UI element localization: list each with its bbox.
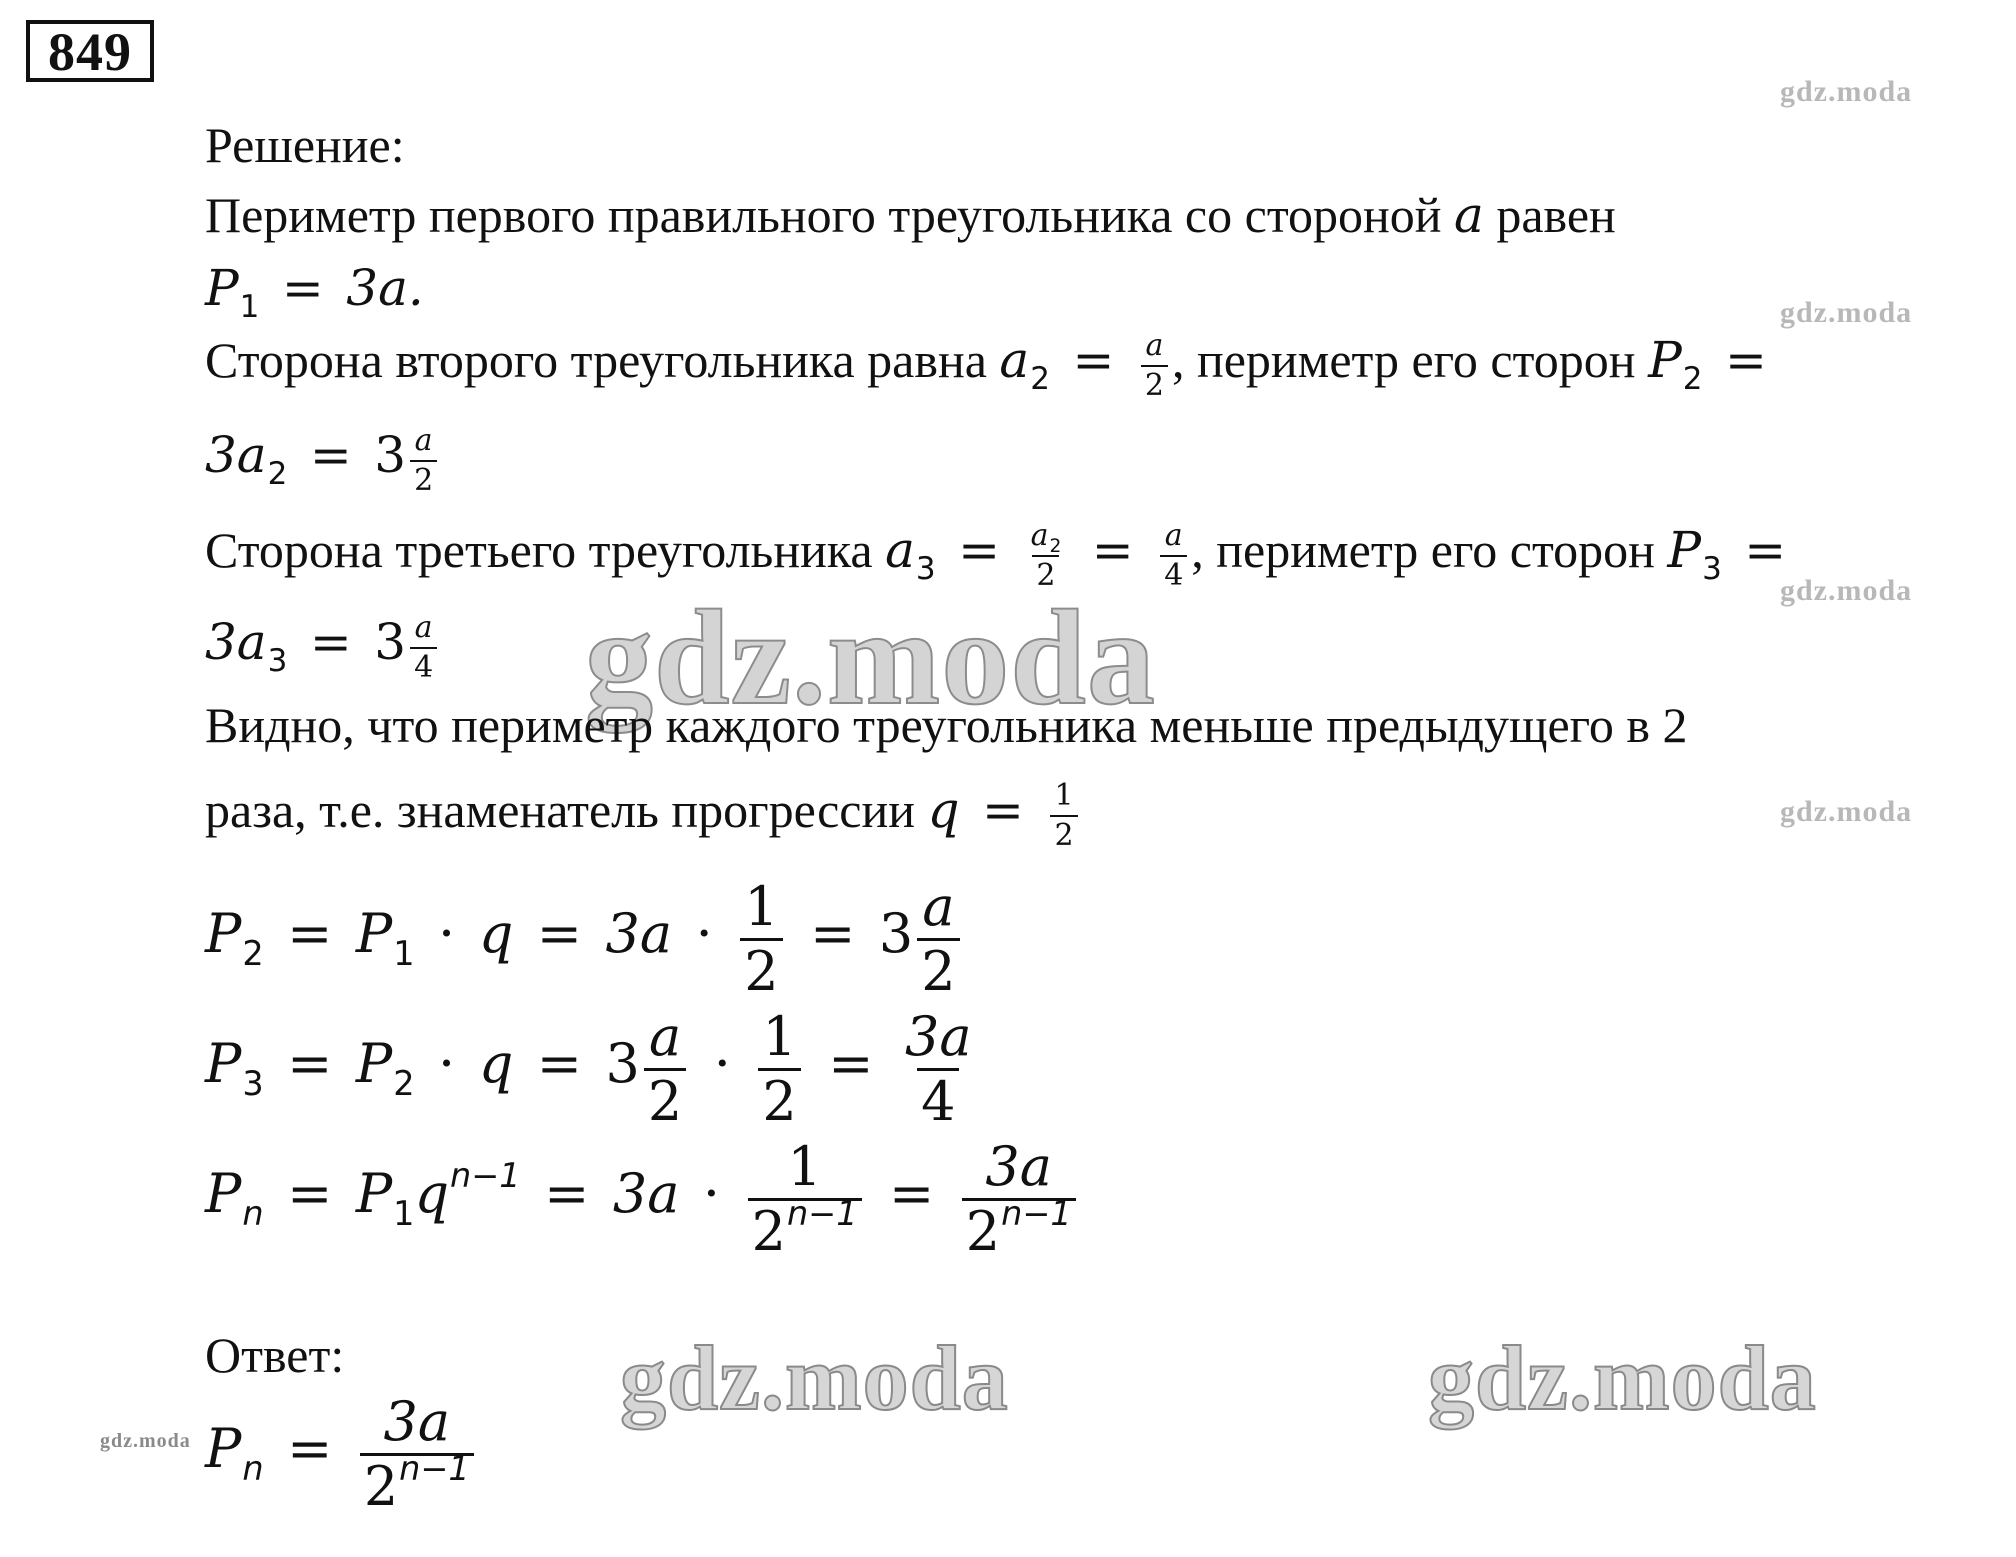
line-2 bbox=[205, 258, 424, 325]
denominator: 2 bbox=[740, 938, 782, 999]
equals-sign: = bbox=[287, 901, 333, 965]
line-8-text: раза, т.е. знаменатель прогрессии bbox=[205, 782, 916, 838]
coefficient: 3 bbox=[878, 901, 914, 965]
fraction bbox=[644, 1005, 686, 1133]
fraction bbox=[360, 1390, 474, 1518]
var-p: P bbox=[205, 1031, 242, 1095]
subscript: 2 bbox=[1030, 360, 1050, 397]
denominator: 2 bbox=[917, 938, 959, 999]
var-p: P bbox=[1667, 521, 1702, 579]
numerator: a bbox=[414, 422, 433, 458]
denominator bbox=[360, 1448, 474, 1518]
problem-number: 849 bbox=[26, 20, 154, 82]
fraction bbox=[740, 875, 782, 1003]
coefficient: 3 bbox=[605, 1031, 640, 1095]
rhs: 3a. bbox=[346, 259, 424, 317]
fraction bbox=[1027, 517, 1066, 593]
numerator: 1 bbox=[787, 1135, 822, 1198]
equals-sign: = bbox=[958, 521, 1001, 579]
var-p: P bbox=[205, 1416, 242, 1480]
numerator: 3a bbox=[985, 1135, 1052, 1198]
fraction bbox=[917, 875, 959, 1003]
equals-sign: = bbox=[309, 426, 352, 484]
lhs: 3a bbox=[205, 426, 267, 484]
numerator: 3a bbox=[905, 1005, 972, 1068]
numerator: a bbox=[414, 609, 433, 645]
equals-sign: = bbox=[828, 1031, 874, 1095]
equals-sign: = bbox=[889, 1161, 935, 1225]
fraction bbox=[962, 1135, 1076, 1263]
subscript: 3 bbox=[1702, 550, 1722, 587]
fraction bbox=[1141, 327, 1168, 403]
var-q: q bbox=[478, 1031, 514, 1095]
fraction bbox=[758, 1005, 800, 1133]
var-p: P bbox=[355, 1031, 393, 1095]
equals-sign: = bbox=[1744, 521, 1787, 579]
line-8 bbox=[205, 777, 1082, 853]
equals-sign: = bbox=[536, 901, 583, 965]
var-p: P bbox=[1648, 331, 1682, 389]
denominator: 4 bbox=[1160, 555, 1187, 591]
var-p: P bbox=[355, 901, 393, 965]
denominator: 2 bbox=[1050, 815, 1077, 851]
formula-2 bbox=[205, 1005, 980, 1133]
formula-3 bbox=[205, 1135, 1080, 1263]
line-3 bbox=[205, 327, 1777, 403]
line-5-text: Сторона третьего треугольника bbox=[205, 522, 873, 578]
numerator: a bbox=[648, 1005, 682, 1068]
superscript: n−1 bbox=[786, 1193, 858, 1233]
fraction bbox=[901, 1005, 976, 1133]
line-3-text: Сторона второго треугольника равна bbox=[205, 332, 987, 388]
denominator: 4 bbox=[917, 1068, 959, 1129]
equals-sign: = bbox=[810, 901, 856, 965]
dot-operator: · bbox=[713, 1031, 731, 1095]
denominator: 2 bbox=[410, 460, 437, 496]
denominator: 4 bbox=[410, 647, 437, 683]
numerator: 1 bbox=[1054, 777, 1074, 813]
equals-sign: = bbox=[1072, 331, 1115, 389]
dot-operator: · bbox=[438, 1031, 456, 1095]
denominator bbox=[962, 1193, 1076, 1263]
denominator-base: 2 bbox=[751, 1200, 786, 1263]
superscript: n−1 bbox=[450, 1155, 521, 1195]
var-a: a bbox=[999, 331, 1030, 389]
equals-sign: = bbox=[982, 781, 1024, 839]
fraction bbox=[410, 422, 437, 498]
line-6 bbox=[205, 609, 441, 685]
coefficient: 3 bbox=[374, 613, 407, 671]
numerator: 3a bbox=[383, 1390, 451, 1453]
subscript: 3 bbox=[915, 550, 936, 587]
answer-label: Ответ: bbox=[205, 1327, 345, 1383]
term: 3a bbox=[612, 1161, 680, 1225]
subscript: 3 bbox=[267, 642, 288, 679]
var-q: q bbox=[414, 1161, 450, 1225]
superscript: n−1 bbox=[1001, 1193, 1072, 1233]
subscript: n bbox=[242, 1448, 264, 1488]
denominator-base: 2 bbox=[965, 1200, 1001, 1263]
subscript: 2 bbox=[242, 933, 264, 973]
line-5 bbox=[205, 517, 1796, 593]
numerator: a bbox=[1164, 517, 1183, 553]
denominator: 2 bbox=[1032, 555, 1059, 591]
watermark: gdz.moda bbox=[1428, 1327, 1817, 1429]
watermark: gdz.moda bbox=[100, 1430, 191, 1452]
denominator bbox=[748, 1193, 862, 1263]
line-1-text: Периметр первого правильного треугольника со стороной bbox=[205, 187, 1442, 243]
numerator: 1 bbox=[744, 875, 779, 938]
var-p: P bbox=[205, 259, 239, 317]
fraction bbox=[1050, 777, 1077, 853]
subscript: n bbox=[242, 1193, 264, 1233]
subscript: 3 bbox=[242, 1063, 264, 1103]
var-p: P bbox=[205, 901, 242, 965]
line-3-mid: , периметр его сторон bbox=[1171, 332, 1636, 388]
var-p: P bbox=[205, 1161, 242, 1225]
subscript: 2 bbox=[1682, 360, 1703, 397]
superscript: n−1 bbox=[399, 1448, 470, 1488]
denominator: 2 bbox=[644, 1068, 686, 1129]
watermark: gdz.moda bbox=[585, 583, 1156, 733]
equals-sign: = bbox=[287, 1161, 333, 1225]
subscript: 2 bbox=[1049, 535, 1062, 557]
subscript: 1 bbox=[239, 288, 260, 325]
dot-operator: · bbox=[695, 901, 713, 965]
watermark: gdz.moda bbox=[1780, 574, 1913, 607]
fraction bbox=[748, 1135, 862, 1263]
term: 3a bbox=[605, 901, 673, 965]
fraction bbox=[410, 609, 437, 685]
watermark: gdz.moda bbox=[1780, 75, 1913, 108]
var-a: a bbox=[885, 521, 915, 579]
equals-sign: = bbox=[1091, 521, 1134, 579]
numerator bbox=[1027, 517, 1066, 557]
numerator: 1 bbox=[762, 1005, 797, 1068]
dot-operator: · bbox=[438, 901, 456, 965]
subscript: 2 bbox=[393, 1063, 415, 1103]
answer-formula bbox=[205, 1390, 478, 1518]
subscript: 1 bbox=[393, 1193, 415, 1233]
line-1 bbox=[205, 185, 1616, 245]
equals-sign: = bbox=[536, 1031, 583, 1095]
var-p: P bbox=[355, 1161, 393, 1225]
watermark: gdz.moda bbox=[1780, 296, 1913, 329]
fraction bbox=[1160, 517, 1187, 593]
equals-sign: = bbox=[309, 613, 352, 671]
var-q: q bbox=[927, 781, 960, 839]
subscript: 1 bbox=[393, 933, 415, 973]
equals-sign: = bbox=[544, 1161, 590, 1225]
equals-sign: = bbox=[1724, 331, 1767, 389]
var-q: q bbox=[478, 901, 514, 965]
denominator: 2 bbox=[1141, 365, 1168, 401]
equals-sign: = bbox=[287, 1416, 333, 1480]
line-1-tail: равен bbox=[1496, 187, 1616, 243]
formula-1 bbox=[205, 875, 964, 1003]
lhs: 3a bbox=[205, 613, 267, 671]
solution-label: Решение: bbox=[205, 117, 405, 173]
numerator: a bbox=[1145, 327, 1164, 363]
line-4 bbox=[205, 422, 441, 498]
line-1-var: a bbox=[1454, 186, 1484, 244]
numerator-var: a bbox=[1030, 517, 1049, 553]
subscript: 2 bbox=[267, 455, 288, 492]
coefficient: 3 bbox=[374, 426, 407, 484]
line-7: Видно, что периметр каждого треугольника меньше предыдущего в 2 bbox=[205, 697, 1688, 753]
denominator-base: 2 bbox=[363, 1455, 399, 1518]
numerator: a bbox=[922, 875, 955, 938]
watermark: gdz.moda bbox=[1780, 795, 1913, 828]
equals-sign: = bbox=[287, 1031, 333, 1095]
watermark: gdz.moda bbox=[620, 1327, 1009, 1429]
equals-sign: = bbox=[281, 259, 324, 317]
line-5-mid: , периметр его сторон bbox=[1191, 522, 1655, 578]
denominator: 2 bbox=[758, 1068, 800, 1129]
dot-operator: · bbox=[702, 1161, 721, 1225]
